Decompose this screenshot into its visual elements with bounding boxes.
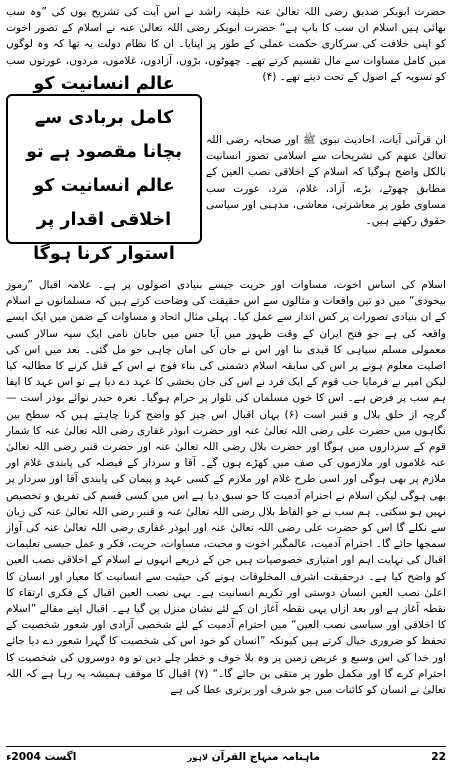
opening-paragraph: حضرت ابوبکر صدیق رضی اللہ تعالیٰ عنہ خلیفہ راشد نے اس آیت کی تشریح یوں کی ”وہ سب بھائی ہیں اسلام ان سب کا باپ ہے“ حضرت ابوبکر رضی اللہ تعالیٰ عنہ نے اسلام کے تصور اخوت کو اپنی خلافت کی سرکاری حکمت عملی کے طور پر اپنایا۔ ان کا نظام دولت یہ تھا کہ وہ لوگوں میں کامل مساوات سے مال تقسیم کرتے تھے۔ چھوٹوں، بڑوں، آزادوں، غلاموں، مردوں، عورتوں سب کو تسویہ کے اصول کے تحت دیتے تھے۔ (۴) [6,6,446,83]
right-column-paragraph: ان قرآنی آیات، احادیث نبوی ﷺ اور صحابہ رضی اللہ تعالیٰ عنھم کی تشریحات سے اسلامی تصور انسانیت بالکل واضح ہوگیا کہ اسلام کے اخلاقی نصب العین کے مطابق چھوٹے، بڑے، آزاد، غلام، مرد، عورت سب مساوی طور پر معاشرتی، معاشی، مذہبی اور سیاسی حقوق رکھتے ہیں۔ [206,134,446,228]
issue-date: اگست 2004ء [6,751,77,763]
journal-city: لاہور [187,753,208,762]
pull-quote-box [6,74,202,264]
main-body-paragraph: اسلام کی اساس اخوت، مساوات اور حریت جیسے بنیادی اصولوں پر ہے۔ علامہ اقبال ”رموز بیخودی“ میں دو تین واقعات و مثالوں سے اس حقیقت کی وضاحت کرتے ہیں کہ مسلمانوں نے اسلام کے ان بنیادی تصورات پر کس انداز سے عمل کیا۔ پہلی مثال اتحاد و مساوات کے ضمن میں ایک ایسے واقعہ کی ہے جو فتح ایران کے وقت ظہور میں آیا جس میں جابان نامی ایک سپہ سالار کسی معمولی مسلم سپاہی کا قیدی بنا اور اس نے جان کی امان چاہی جو مل گئی۔ بعد میں اس کی اصلیت معلوم ہونے پر اس کی سابقہ اسلام دشمنی کی بناء فوج نے اس کے قتل کرنے کا مطالبہ کیا لیکن امیر نے فرمایا جب قوم کے ایک فرد نے اس کی جان بخشی کا عہد دے دیا ہے تو اس عہد کا ایفا ہم سب پر فرض ہے۔ اس کا خون مسلمان کی تلوار پر حرام ہوگیا۔ نعرہ حیدر نوائے بوذر است — گرچہ از حلق بلال و قنبر است (۶) یہاں اقبال اس چیز کو واضح کرنا چاہتے ہیں کہ سطح بین نگاہوں میں حضرت علی رضی اللہ تعالیٰ عنہ اور حضرت ابوذر غفاری رضی اللہ تعالیٰ عنہ کا شمار قوم کے سرداروں میں ہوگا اور حضرت بلال رضی اللہ تعالیٰ عنہ اور حضرت قنبر رضی اللہ تعالیٰ عنہ غلاموں اور ملازموں کی صف میں کھڑے ہوں گے۔ آقا و سردار کے فیصلہ کی پابندی غلام اور ملازم پر بھی ہوگی اور اسی طرح غلام اور ملازم کے کسی عہد و پیمان کی پابندی آقا اور سردار پر بھی ہوگی لیکن اسلام نے احترام آدمیت کا جو سبق دیا ہے اس میں کسی قسم کی تفریق و تخصیص نہیں ہو سکتی۔ ہم سب نے جو الفاظ بلال رضی اللہ تعالیٰ عنہ و قنبر رضی اللہ تعالیٰ عنہ کی زبان سے نکلے گا اس کو حضرت علی رضی اللہ تعالیٰ عنہ اور ابوذر غفاری رضی اللہ تعالیٰ عنہ کی آواز سمجھا جائے گا۔ احترام آدمیت، عالمگیر اخوت و محبت، مساوات، حریت، فکر و عمل جیسی تعلیمات اقبال کی نہایت اہم اور امتیازی خصوصیات ہیں جن کے ذریعے انہوں نے اسلام کے اخلاقی نصب العین کو واضح کیا ہے۔ درحقیقت اشرف المخلوقات ہونے کی حیثیت سے انسانیت کا معیار اور انسان کا اعلیٰ نصب العین انسان دوستی اور تکریم انسانیت ہے۔ یہی نصب العین اقبال کے فکری ارتقاء کا نقطہ آغاز ہے اور بعد ازاں یہی نقطہ آغاز ان کے لئے نشان منزل بن گیا ہے۔ اقبال اپنے مقالے ”اسلام کا اخلاقی اور سیاسی نصب العین“ میں احترام آدمیت کے لئے شخصی آزادی اور شعور شخصیت کے تحفظ کو ضروری خیال کرتے ہیں کیونکہ ”انسان کو خود اس کی شخصیت کا گہرا شعور دے دیا جائے اور خدا کی اس وسیع و عریض زمین پر وہ بلا خوف و خطر چلے دیں تو وہ دوسروں کی شخصیت کا احترام کرے گا اور مکمل طور پر متقی بن جائے گا۔“ (۷) اقبال کا موقف ہمیشہ یہ رہا ہے کہ اللہ تعالیٰ نے انسان کو کائنات میں جو شرف اور برتری عطا کی ہے [6,279,446,697]
page-number: 22 [431,751,446,763]
page-footer [6,746,446,767]
pull-quote-text: عالم انسانیت کو کامل بربادی سے بچانا مقصود ہے تو عالم انسانیت کو اخلاقی اقدار پر استوار کرنا ہوگا [26,74,182,264]
journal-name: ماہنامہ منہاج القرآن [211,751,320,763]
journal-title [188,751,320,763]
